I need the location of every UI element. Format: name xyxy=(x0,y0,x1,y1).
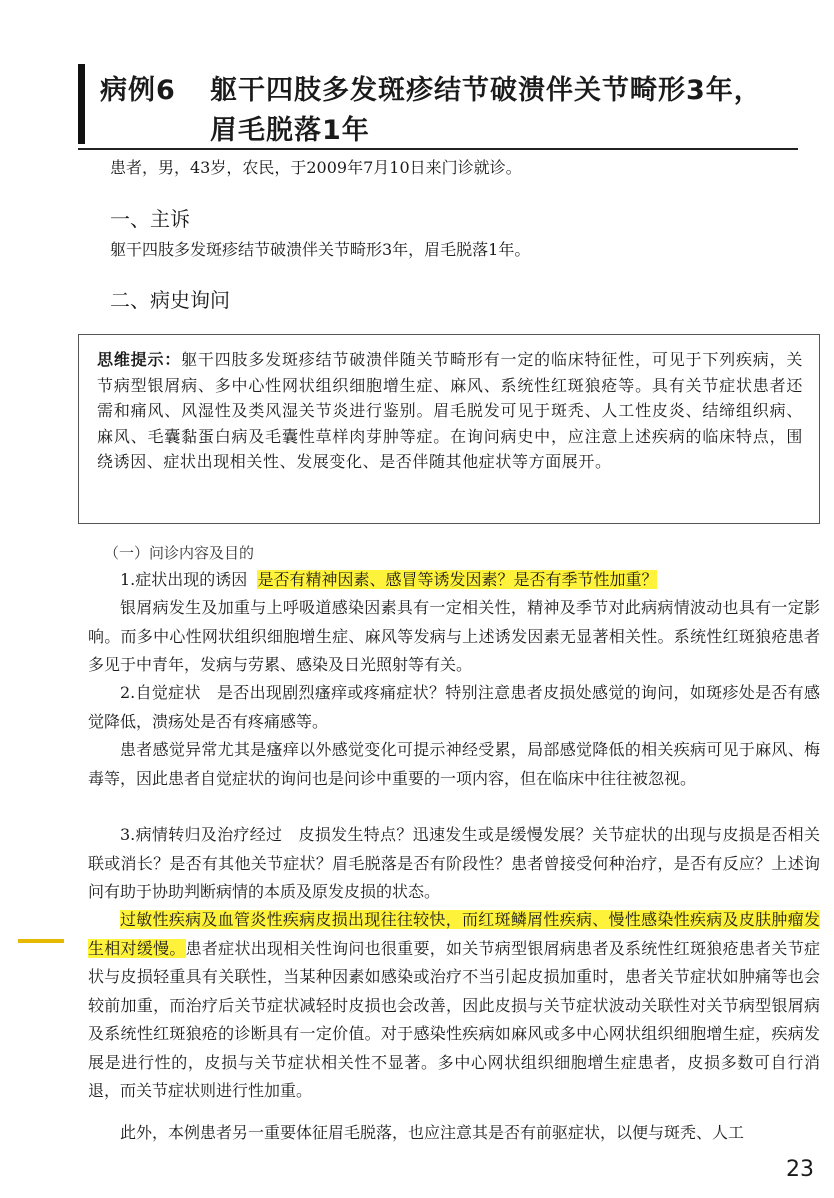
item3-body: 患者症状出现相关性询问也很重要，如关节病型银屑病患者及系统性红斑狼疮患者关节症状与皮损轻重具有关联性，当某种因素如感染或治疗不当引起皮损加重时，患者关节症状如肿痛等也会较前加重，而治疗后关节症状减轻时皮损也会改善，因此皮损与关节症状波动关联性对关节病型银屑病及系统性红斑狼疮的诊断具有一定价值。对于感染性疾病如麻风或多中心网状组织细胞增生症，疾病发展是进行性的，皮损与关节症状相关性不显著。多中心网状组织细胞增生症患者，皮损多数可自行消退，而关节症状则进行性加重。 xyxy=(88,938,820,1100)
chief-complaint-text: 躯干四肢多发斑疹结节破溃伴关节畸形3年，眉毛脱落1年。 xyxy=(110,240,531,259)
section-heading-history: 二、病史询问 xyxy=(110,288,230,312)
case-title-line1: 躯干四肢多发斑疹结节破溃伴关节畸形3年， xyxy=(210,75,762,106)
hint-label: 思维提示： xyxy=(97,350,182,369)
case-label: 病例6 xyxy=(100,75,176,106)
item1-highlight: 是否有精神因素、感冒等诱发因素？是否有季节性加重？ xyxy=(257,570,658,589)
case-header xyxy=(78,62,798,146)
section-heading-chief-complaint: 一、主诉 xyxy=(110,207,190,231)
header-rule xyxy=(78,148,798,150)
patient-intro: 患者，男，43岁，农民，于2009年7月10日来门诊就诊。 xyxy=(110,158,522,177)
item3-explain xyxy=(88,906,820,1106)
hint-body: 躯干四肢多发斑疹结节破溃伴随关节畸形有一定的临床特征性，可见于下列疾病，关节病型银屑病、多中心性网状组织细胞增生症、麻风、系统性红斑狼疮等。具有关节症状患者还需和痛风、风湿性及类风湿关节炎进行鉴别。眉毛脱发可见于斑秃、人工性皮炎、结缔组织病、麻风、毛囊黏蛋白病及毛囊性草样肉芽肿等症。在询问病史中，应注意上述疾病的临床特点，围绕诱因、症状出现相关性、发展变化、是否伴随其他症状等方面展开。 xyxy=(97,350,803,471)
header-bar xyxy=(78,64,85,144)
subsection-heading: （一）问诊内容及目的 xyxy=(104,544,255,562)
item2-paragraph xyxy=(88,679,820,736)
item3-text: 皮损发生特点？迅速发生或是缓慢发展？关节症状的出现与皮损是否相关联或消长？是否有其他关节症状？眉毛脱落是否有阶段性？患者曾接受何种治疗，是否有反应？上述询问有助于协助判断病情的本质及原发皮损的状态。 xyxy=(88,825,820,901)
item1-line xyxy=(88,566,820,595)
item3-highlight: 过敏性疾病及血管炎性疾病皮损出现往往较快，而红斑鳞屑性疾病、慢性感染性疾病及皮肤肿瘤发生相对缓慢。 xyxy=(88,910,820,958)
item1-label: 1.症状出现的诱因 xyxy=(120,570,248,589)
page-number: 23 xyxy=(786,1157,814,1182)
item3-label: 3.病情转归及治疗经过 xyxy=(120,825,283,844)
item3-paragraph xyxy=(88,821,820,907)
last-paragraph: 此外，本例患者另一重要体征眉毛脱落，也应注意其是否有前驱症状，以便与斑秃、人工 xyxy=(120,1123,745,1142)
margin-pen-mark xyxy=(18,939,64,943)
item1-paragraph: 银屑病发生及加重与上呼吸道感染因素具有一定相关性，精神及季节对此病病情波动也具有一定影响。而多中心性网状组织细胞增生症、麻风等发病与上述诱发因素无显著相关性。系统性红斑狼疮患者多见于中青年，发病与劳累、感染及日光照射等有关。 xyxy=(88,598,820,674)
item2-explain: 患者感觉异常尤其是瘙痒以外感觉变化可提示神经受累，局部感觉降低的相关疾病可见于麻风、梅毒等，因此患者自觉症状的询问也是问诊中重要的一项内容，但在临床中往往被忽视。 xyxy=(88,740,820,788)
case-title-line2: 眉毛脱落1年 xyxy=(210,115,370,146)
item2-label: 2.自觉症状 xyxy=(120,683,201,702)
item2-text: 是否出现剧烈瘙痒或疼痛症状？特别注意患者皮损处感觉的询问，如斑疹处是否有感觉降低，溃疡处是否有疼痛感等。 xyxy=(88,683,820,731)
hint-text xyxy=(97,347,803,475)
thinking-hint-box xyxy=(78,334,820,524)
